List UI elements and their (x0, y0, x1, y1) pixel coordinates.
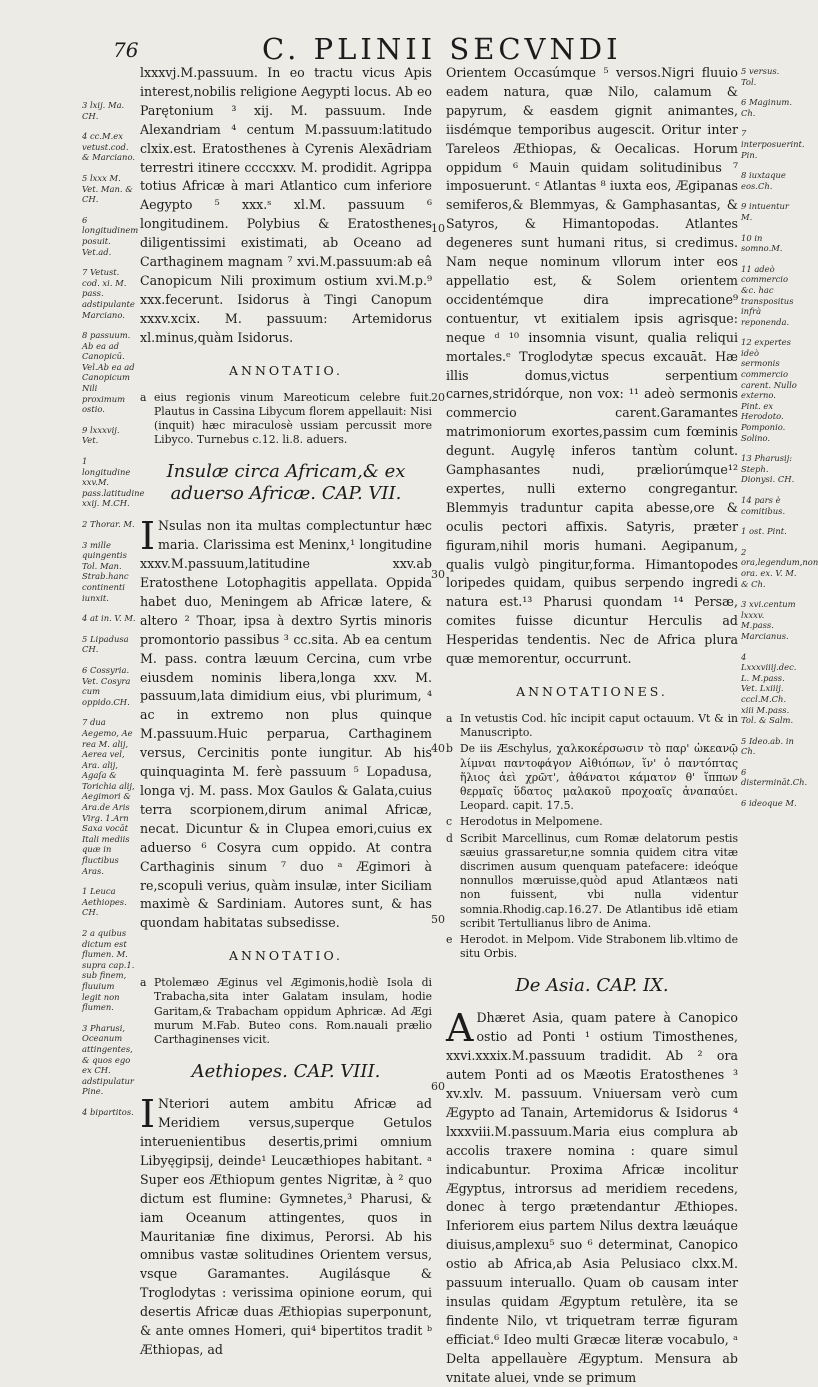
chapter-paragraph (140, 1092, 432, 1360)
annotation-item (446, 933, 738, 961)
annotation-text: eius regionis vinum Mareoticum celebre fuit. Plautus in Cassina Libycum florem appellauit: Nisi (inquit) hæc miraculosè ussiam percussit more Libyco. Turnebus c.12. li.8. aduers. (154, 390, 432, 447)
right-margin-notes (741, 66, 818, 819)
margin-note: 4 Lxxxviiij.dec. L. M.pass. Vet. Lxiiij. cccl.M.Ch. xiii M.pass. Tol. & Salm. (741, 651, 797, 726)
annotation-text: Scribit Marcellinus, cum Romæ delatorum pestis sæuius grassaretur,ne somnia quidem citra vitæ discrimen ausum quenquam patefacere: ideóque nonnullos mœruisse,quòd apud Atlantæos nati non fuissent, vbi nulla videntur somnia.Rhodig.cap.16.27. De Atlantibus idē etiam scribit Tertullianus libro de Anima. (460, 831, 738, 930)
line-number: 60 (431, 1080, 445, 1093)
margin-note: 12 expertes ideò sermonis commercio carent. Nullo externo. Pint. ex Herodoto. Pomponio. Solino. (741, 337, 797, 443)
annotation-letter: a (140, 390, 147, 404)
annotation-letter: b (446, 742, 453, 756)
annotation-heading: ANNOTATIO. (229, 948, 343, 964)
margin-note: 5 Lipadusa CH. (82, 633, 129, 655)
paragraph: Dhæret Asia, quam patere à Canopico ostio ad Ponti ¹ ostium Timosthenes, xxvi.xxxix.M.passuum tradidit. Ab ² ora autem Ponti ad os Mæotis Eratosthenes ³ xv.xlv. M. passuum. Vniuersam verò cum Ægypto ad Tanain, Artemidorus & Isidorus ⁴ lxxxviii.M.passuum.Maria eius complura ab accolis traxere nomina : quare simul indicabuntur. Proxima Africæ incolitur Ægyptus, introrsus ad meridiem recedens, donec à tergo prætendantur Æthiopes. Inferiorem eius partem Nilus dextra læuáque diuisus,amplexu⁵ suo ⁶ determinat, Canopico ostio ab Africa,ab Asia Pelusiaco clxx.M. passuum interuallo. Quam ob causam inter insulas quidam Ægyptum retulère, ita se findente Nilo, vt triquetram terræ figuram efficiat.⁶ Ideo multi Græcæ literæ vocabulo, ᵃ Delta appellauère Ægyptum. Mensura ab vnitate aluei, vnde se primum (446, 1010, 738, 1385)
margin-note: 6 Cossyria. Vet. Cosyra cum oppido.CH. (82, 664, 131, 707)
annotation-text: De iis Æschylus, χαλκοκέρσωσιν τὸ παρ' ὠκεανῷ λίμναι παντοφάγον Αἰθιόπων, ἵν' ὁ παντόπτας ἥλιος ἀεὶ χρῶτ', ἀθάνατοι κάματον θ' ἵππων θερμαῖς ὕδατος μαλακοῦ προχοαῖς ἀναπαύει. Leopard. capit. 17.5. (460, 742, 738, 813)
annotation-block (140, 976, 432, 1047)
chapter-title: De Asia. CAP. IX. (515, 975, 669, 997)
chapter-title: Aethiopes. CAP. VIII. (191, 1061, 381, 1083)
page-number: 76 (113, 38, 139, 62)
annotation-item (446, 832, 738, 931)
margin-note: 3 Pharusi, Oceanum attingentes, & quos ego ex CH. adstipulatur Pine. (82, 1022, 134, 1097)
right-body-paragraph (446, 64, 738, 669)
margin-note: 9 lxxxvij. Vet. (82, 424, 120, 446)
margin-note: 3 xvi.centum lxxxv. M.pass. Marcianus. (741, 599, 796, 641)
margin-note: 3 lxij. Ma. CH. (82, 100, 125, 121)
annotation-text: Herodotus in Melpomene. (460, 815, 603, 829)
margin-note: 8 iuxtaque eos.Ch. (741, 170, 786, 191)
annotation-heading: ANNOTATIO. (229, 362, 343, 378)
margin-note: 6 ideoque M. (741, 798, 797, 809)
margin-note: 13 Pharusij: Steph. Dionysi. CH. (741, 453, 795, 485)
left-column (140, 64, 432, 1360)
margin-note: 2 Thorar. M. (82, 519, 135, 529)
annotation-letter: a (446, 711, 453, 725)
left-body-paragraph (140, 64, 432, 348)
annotation-block (140, 391, 432, 448)
right-column (446, 64, 738, 1387)
running-head: C. PLINII SECVNDI (262, 32, 622, 66)
margin-note: 4 bipartitos. (82, 1106, 134, 1117)
margin-note: 2 ora,legendum,non ora. ex. V. M. & Ch. (741, 546, 818, 589)
drop-cap: A (446, 1006, 474, 1051)
paragraph: Nsulas non ita multas complectuntur hæc maria. Clarissima est Meninx,¹ longitudine xxxv.M.passuum,latitudine xxv.ab Eratosthene Lotophagitis appellata. Oppida habet duo, Meningem ab Africæ latere, & altero ² Thoar, ipsa à dextro Syrtis minoris promontorio passibus ³ cc.sita. Ab ea centum M. pass. contra læuum Cercina, cum vrbe eiusdem nominis libera,longa xxv. M. passuum,lata dimidium eius, vbi plurimum, ⁴ ac in extremo non plus quinque M.passuum.Huic perparua, Carthaginem versus, Cercinitis ponte iungitur. Ab his quinquaginta M. ferè passuum ⁵ Lopadusa, longa vj. M. pass. Mox Gaulos & Galata,cuius terra scorpionem,dirum animal Africæ, necat. Dicuntur & in Clupea emori,cuius ex aduerso ⁶ Cosyra cum oppido. At contra Carthaginis sinum ⁷ duo ᵃ Ægimori à re,scopuli verius, quàm insulæ, inter Siciliam maximè & Sardiniam. Autores sunt, & has quondam habitatas subsedisse. (140, 518, 432, 931)
margin-note: 5 Ideo.ab. in Ch. (741, 735, 794, 757)
margin-note: 2 a quibus dictum est flumen. M. supra cap.1. sub finem, fluuium legit non flumen. (82, 928, 135, 1013)
annotation-letter: c (446, 815, 453, 829)
chapter-title: Insulæ circa Africam,& ex aduerso Africæ. CAP. VII. (166, 461, 406, 505)
annotation-item (446, 815, 738, 829)
paragraph: Orientem Occasúmque ⁵ versos.Nigri fluuio eadem natura, quæ Nilo, calamum & papyrum, & easdem gignit animantes, iisdémque temporibus augescit. Oritur inter Tareleos Æthiopas, & Oecalicas. Horum oppidum ⁶ Mauin quidam solitudinibus ⁷ imposuerunt. ᶜ Atlantas ⁸ iuxta eos, Ægipanas semiferos,& Blemmyas, & Gamphasantas, & Satyros, & Himantopodas. Atlantes degeneres sunt humani ritus, si credimus. Nam neque nominum vllorum inter eos appellatio est, & Solem orientem occidentémque dira imprecatione⁹ contuentur, vt exitialem ipsis agrisque: neque ᵈ ¹⁰ insomnia visunt, qualia reliqui mortales.ᵉ Troglodytæ specus excauāt. Hæ illis domus,victus serpentium carnes,stridórque, non vox: ¹¹ adeò sermonis commercio carent.Garamantes matrimoniorum exortes,passim cum fœminis degunt. Augylę inferos tantùm colunt. Gamphasantes nudi, præliorúmque¹² expertes, nulli externo congregantur. Blemmyis traduntur capita abesse,ore & oculis pectori affixis. Satyris, præter figuram,nihil moris humani. Aegipanum, qualis vulgò pingitur,forma. Himantopodes loripedes quidam, quibus serpendo ingredi natura est.¹³ Pharusi quondam ¹⁴ Persæ, comites fuisse dicuntur Herculis ad Hesperidas tendentis. Nec de Africa plura quæ memorentur, occurrunt. (446, 65, 738, 667)
margin-note: 1 longitudine xxv.M. pass.latitudine xxij. M.CH. (82, 456, 145, 509)
margin-note: 3 mille quingentis Tol. Man. Strab.hanc continenti iunxit. (82, 539, 129, 603)
margin-note: 7 interposuerint. Pin. (741, 128, 805, 160)
chapter-paragraph (140, 514, 432, 933)
line-number: 40 (431, 742, 445, 755)
drop-cap: I (140, 514, 156, 559)
margin-note: 14 pars è comitibus. (741, 495, 786, 516)
annotation-letter: a (140, 976, 147, 990)
chapter-paragraph (446, 1006, 738, 1387)
drop-cap: I (140, 1092, 156, 1137)
annotation-letter: e (446, 932, 453, 946)
margin-note: 9 intuentur M. (741, 201, 789, 222)
margin-note: 6 longitudinem posuit. Vet.ad. (82, 214, 139, 257)
annotation-letter: d (446, 831, 453, 845)
margin-note: 7 Vetust. cod. xi. M. pass. adstipulante Marciano. (82, 267, 135, 320)
margin-note: 8 passuum. Ab ea ad Canopicū. Vel.Ab ea ad Canopicum Nili proximum ostio. (82, 330, 135, 415)
margin-note: 4 at in. V. M. (82, 613, 136, 624)
annotation-text: Ptolemæo Æginus vel Ægimonis,hodiè Isola di Trabacha,sita inter Galatam insulam, hodie Garitam,& Trabacham oppidum Aphricæ. Ad Ægi murum M.Fab. Buteo cons. Rom.nauali prælio Carthaginenses vicit. (154, 976, 432, 1046)
annotation-item (140, 391, 432, 448)
margin-note: 11 adeò commercio &c. hac transpositus infrà reponenda. (741, 263, 794, 327)
annotation-item (446, 742, 738, 813)
annotation-text: Herodot. in Melpom. Vide Strabonem lib.vltimo de situ Orbis. (460, 932, 738, 961)
line-number: 10 (431, 222, 445, 235)
line-number: 50 (431, 913, 445, 926)
margin-note: 5 versus. Tol. (741, 66, 780, 87)
line-number: 30 (431, 568, 445, 581)
annotation-item (446, 712, 738, 740)
line-number: 20 (431, 391, 445, 404)
margin-note: 10 in somno.M. (741, 232, 783, 254)
annotation-block (446, 712, 738, 961)
annotation-text: In vetustis Cod. hîc incipit caput octauum. Vt & in Manuscripto. (460, 711, 738, 740)
paragraph: lxxxvj.M.passuum. In eo tractu vicus Apis interest,nobilis religione Aegypti locus. Ab eo Parętonium ³ xij. M. passuum. Inde Alexandriam ⁴ centum M.passuum:latitudo clxix.est. Eratosthenes à Cyrenis Alexādriam terrestri itinere ccccxxv. M. prodidit. Agrippa totius Africæ à mari Atlantico cum inferiore Aegypto ⁵ xxx.ˢ xl.M. passuum ⁶ longitudinem. Polybius & Eratosthenes diligentissimi existimati, ab Oceano ad Carthaginem magnam ⁷ xvi.M.passuum:ab eâ Canopicum Nili proximum ostium xvi.M.p.⁹ xxx.fecerunt. Isidorus à Tingi Canopum xxxv.xcix. M. passuum: Artemidorus xl.minus,quàm Isidorus. (140, 65, 432, 345)
margin-note: 1 Leuca Aethiopes. CH. (82, 886, 127, 918)
paragraph: Nteriori autem ambitu Africæ ad Meridiem versus,superque Getulos interuenientibus desertis,primi omnium Libyęgipsij, deinde¹ Leucæthiopes habitant. ᵃ Super eos Æthiopum gentes Nigritæ, à ² quo dictum est flumine: Gymnetes,³ Pharusi, & iam Oceanum attingentes, quos in Mauritaniæ fine diximus, Perorsi. Ab his omnibus vastæ solitudines Orientem versus, vsque Garamantes. Augilásque & Troglodytas : verissima opinione eorum, qui desertis Africæ duas Æthiopias superponunt, & ante omnes Homeri, qui⁴ bipertitos tradit ᵇ Æthiopas, ad (140, 1096, 432, 1357)
margin-note: 6 Maginum. Ch. (741, 97, 792, 118)
margin-note: 7 dua Aegemo, Ae rea M. alij, Aerea vel, Ara. alij, Agaſa & Torichia alij, Aegimori & Ara.de Aris Virg. 1.Arn Saxa vocāt Itali mediis quæ in fluctibus Aras. (82, 717, 135, 876)
annotation-item (140, 976, 432, 1047)
left-margin-notes (82, 100, 145, 1128)
margin-note: 4 cc.M.ex vetust.cod. & Marciano. (82, 131, 136, 163)
margin-note: 5 lxxx M. Vet. Man. & CH. (82, 172, 133, 205)
annotation-heading: ANNOTATIONES. (516, 684, 668, 699)
margin-note: 6 distermināt.Ch. (741, 766, 808, 788)
margin-note: 1 ost. Pint. (741, 526, 787, 537)
